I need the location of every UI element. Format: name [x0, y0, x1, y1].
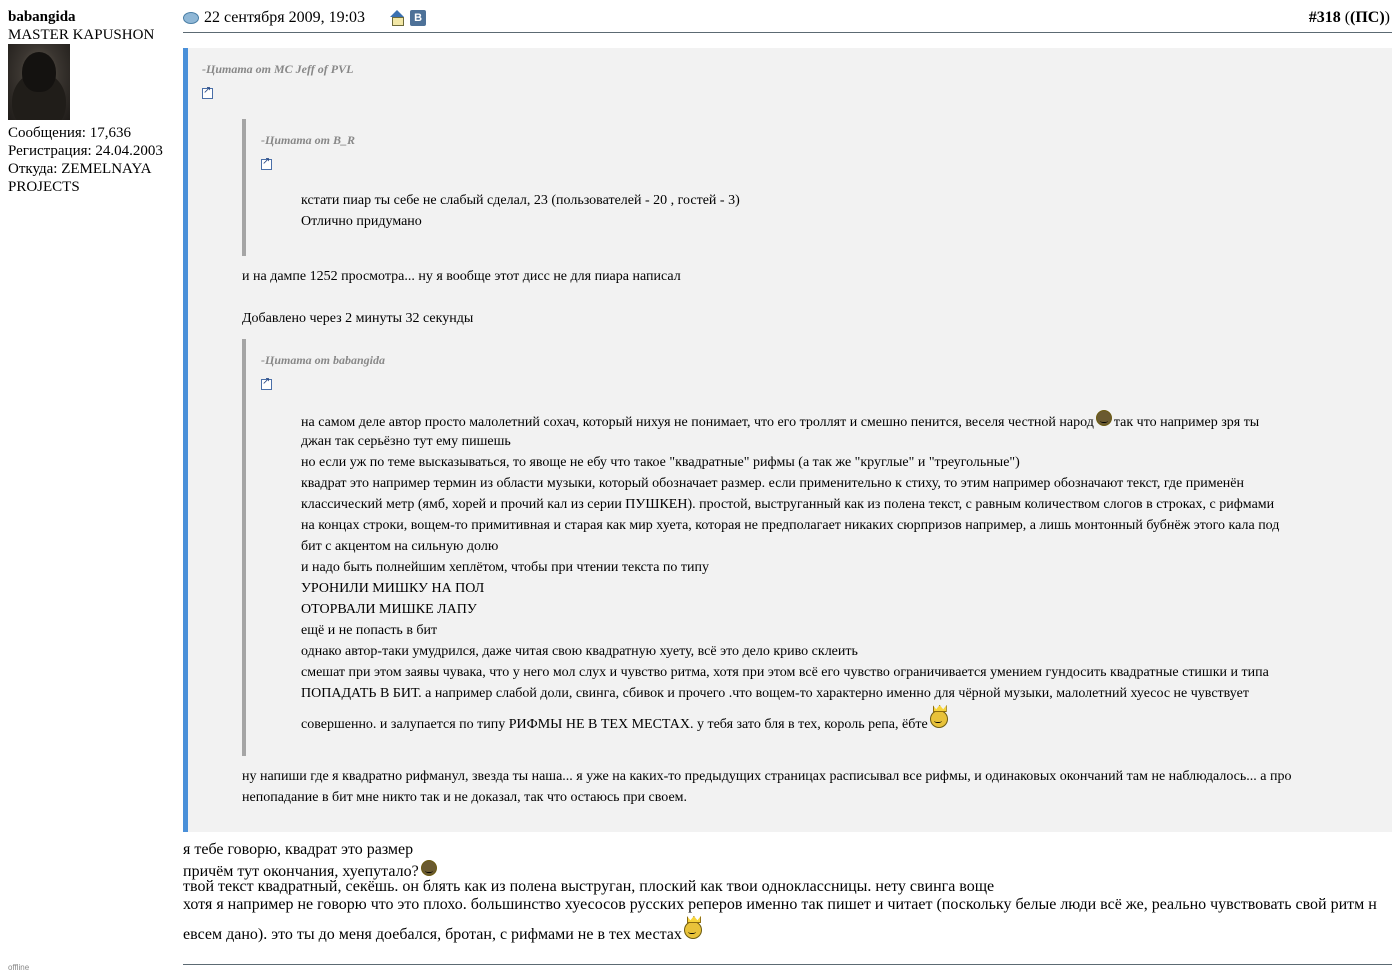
- quote-babangida-line: ПОПАДАТЬ В БИТ. а например слабой доли, свинга, сбивок и прочего .что вощем-то характерно именно для чёрной музыки, малолетний хуесос не чувствует: [301, 686, 1249, 701]
- jeff-reply-line-2: непопадание в бит мне никто так и не доказал, так что остаюсь при своем.: [242, 790, 688, 805]
- quote-babangida-last-line: совершенно. и залупается по типу РИФМЫ НЕ В ТЕХ МЕСТАХ. у тебя зато бля в тех, король репа, ёбте: [301, 710, 950, 735]
- reply-line-1: я тебе говорю, квадрат это размер: [183, 841, 414, 858]
- quote-br-line-1: кстати пиар ты себе не слабый сделал, 23 (пользователей - 20 , гостей - 3): [301, 193, 740, 208]
- ps-link[interactable]: ((ПС)): [1344, 9, 1390, 26]
- user-location: Откуда: ZEMELNAYA PROJECTS: [8, 161, 151, 195]
- smile-icon: [1096, 410, 1112, 426]
- king-smile-icon: [684, 921, 702, 939]
- quote-babangida-line-1: на самом деле автор просто малолетний сохач, который нихуя не понимает, что его троллят и смешно пенится, веселя честной народ так что например зря ты: [301, 410, 1259, 433]
- quote-babangida-line: на концах строки, вощем-то примитивная и старая как мир хуета, которая не предполагает никаких сюрпризов например, а лишь монтонный бубнёж этого кала под: [301, 518, 1280, 533]
- quote-babangida-line: и надо быть полнейшим хеплётом, чтобы при чтении текста по типу: [301, 560, 709, 575]
- quote-br-line-2: Отлично придумано: [301, 214, 422, 229]
- quote-babangida-line: ещё и не попасть в бит: [301, 623, 438, 638]
- king-smile-icon: [930, 710, 948, 728]
- home-icon[interactable]: [389, 10, 405, 26]
- added-note: Добавлено через 2 минуты 32 секунды: [242, 311, 474, 326]
- reply-line-4: хотя я например не говорю что это плохо. большинство хуесосов русских реперов именно так пишет и читает (поскольку белые люди всё же, реально чувствовать свой ритм н: [183, 896, 1377, 913]
- username[interactable]: babangida: [8, 9, 76, 25]
- user-posts-count: Сообщения: 17,636: [8, 125, 131, 141]
- post-header: [183, 8, 1392, 33]
- quote-babangida-line: УРОНИЛИ МИШКУ НА ПОЛ: [301, 581, 485, 596]
- quote-babangida-link-icon[interactable]: [261, 379, 272, 390]
- user-title: MASTER KAPUSHON: [8, 27, 155, 43]
- post-number-link[interactable]: #318: [1308, 9, 1341, 26]
- reply-line-3: твой текст квадратный, секёшь. он блять как из полена выструган, плоский как твои одноклассницы. нету свинга воще: [183, 878, 995, 895]
- reply-line-2: причём тут окончания, хуепутало?: [183, 860, 439, 882]
- quote-outer-label: -Цитата от MC Jeff of PVL: [202, 62, 354, 76]
- user-registration-date: Регистрация: 24.04.2003: [8, 143, 163, 159]
- avatar: [8, 44, 70, 120]
- quote-babangida-line: однако автор-таки умудрился, даже читая свою квадратную хуету, всё это дело криво склеить: [301, 644, 858, 659]
- jeff-text-line: и на дампе 1252 просмотра... ну я вообще этот дисс не для пиара написал: [242, 269, 681, 284]
- quote-babangida-line: квадрат это например термин из области музыки, который обозначает размер. если применительно к стиху, то этим например обозначают текст, где применён: [301, 476, 1244, 491]
- message-icon: [183, 12, 199, 24]
- quote-babangida-line: джан так серьёзно тут ему пишешь: [301, 434, 511, 449]
- quote-babangida-line: бит с акцентом на сильную долю: [301, 539, 499, 554]
- smile-icon: [421, 860, 437, 876]
- quote-br-label: -Цитата от B_R: [261, 133, 356, 147]
- quote-babangida-line: смешат при этом заявы чувака, что у него мол слух и чувство ритма, хотя при этом всё его чувство ограничивается умением гундосить квадратные стишки и типа: [301, 665, 1269, 680]
- post-footer-divider: [183, 964, 1392, 965]
- quote-br: [242, 119, 1337, 256]
- quote-babangida-label: -Цитата от babangida: [261, 353, 386, 367]
- user-info-panel: [8, 8, 180, 196]
- quote-outer-link-icon[interactable]: [202, 88, 213, 99]
- offline-status: offline: [8, 963, 30, 972]
- quote-babangida-line: классический метр (ямб, хорей и прочий кал из серии ПУШКЕН). простой, выструганный как из полена текст, с равным количеством слогов в строках, с рифмами: [301, 497, 1275, 512]
- quote-babangida-line: но если уж по теме высказываться, то явоще не ебу что такое "квадратные" рифмы (а так же "круглые" и "треугольные"): [301, 455, 1020, 470]
- reply-line-5: евсем дано). это ты до меня доебался, бротан, с рифмами не в тех местах: [183, 921, 704, 945]
- quote-babangida-line: ОТОРВАЛИ МИШКЕ ЛАПУ: [301, 602, 477, 617]
- vk-share-icon[interactable]: B: [410, 10, 426, 26]
- quote-br-link-icon[interactable]: [261, 159, 272, 170]
- post-date: 22 сентября 2009, 19:03: [204, 9, 366, 26]
- jeff-reply-line-1: ну напиши где я квадратно рифманул, звезда ты наша... я уже на каких-то предыдущих страницах расписывал все рифмы, и одинаковых окончаний там не наблюдалось... а про: [242, 769, 1292, 784]
